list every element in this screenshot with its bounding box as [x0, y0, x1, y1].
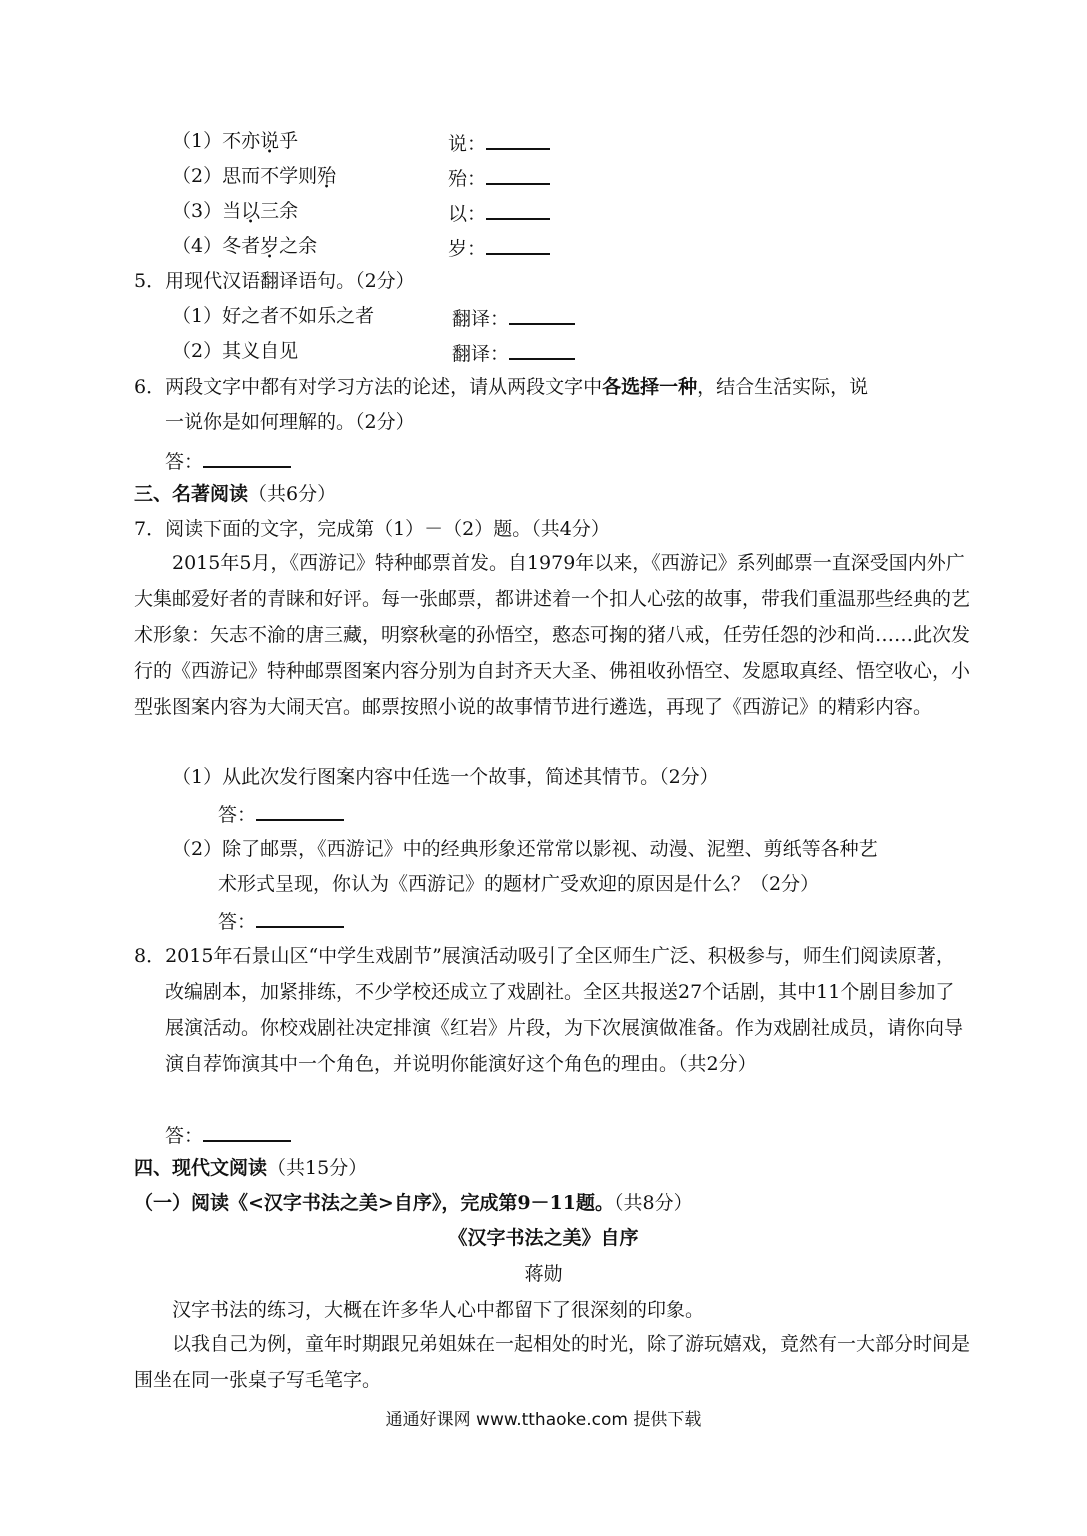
section4-heading: 四、现代文阅读（共15分）	[134, 1157, 368, 1179]
q6-answer[interactable]: 答：	[165, 446, 291, 475]
article-paragraph-1: 汉字书法的练习，大概在许多华人心中都留下了很深刻的印象。	[172, 1299, 705, 1321]
q8-text: 8．2015年石景山区“中学生戏剧节”展演活动吸引了全区师生广泛、积极参与，师生们阅读原著，改编剧本，加紧排练，不少学校还成立了戏剧社。全区共报送27个话剧，其中11个剧目参加了展演活动。你校戏剧社决定排演《红岩》片段，为下次展演做准备。作为戏剧社成员，请你向导演自荐饰演其中一个角色，并说明你能演好这个角色的理由。（共2分）	[134, 945, 964, 1075]
q7-passage: 2015年5月，《西游记》特种邮票首发。自1979年以来，《西游记》系列邮票一直深受国内外广大集邮爱好者的青睐和好评。每一张邮票，都讲述着一个扣人心弦的故事，带我们重温那些经典的艺术形象：矢志不渝的唐三藏，明察秋毫的孙悟空，憨态可掬的猪八戒，任劳任怨的沙和尚……此次发行的《西游记》特种邮票图案内容分别为自封齐天大圣、佛祖收孙悟空、发愿取真经、悟空收心，小型张图案内容为大闹天宫。邮票按照小说的故事情节进行遴选，再现了《西游记》的精彩内容。	[134, 552, 971, 718]
q5-stem: 5．用现代汉语翻译语句。（2分）	[134, 270, 415, 292]
q5-answer-1[interactable]: 翻译：	[452, 303, 575, 332]
q4-item-4: （4）冬者岁之余	[172, 235, 318, 257]
article-paragraph-2: 以我自己为例，童年时期跟兄弟姐妹在一起相处的时光，除了游玩嬉戏，竟然有一大部分时间是围坐在同一张桌子写毛笔字。	[134, 1333, 971, 1391]
q5-item-1: （1）好之者不如乐之者	[172, 305, 375, 327]
q4-answer-1[interactable]: 说：	[448, 128, 550, 157]
q4-item-3: （3）当以三余	[172, 200, 299, 222]
q7-sub1-answer[interactable]: 答：	[218, 799, 344, 828]
q6-stem: 6．两段文字中都有对学习方法的论述，请从两段文字中各选择一种，结合生活实际，说	[134, 376, 869, 398]
q4-answer-2[interactable]: 殆：	[448, 163, 550, 192]
part1-heading: （一）阅读《<汉字书法之美>自序》，完成第9－11题。（共8分）	[134, 1192, 693, 1214]
q6-stem-cont: 一说你是如何理解的。（2分）	[165, 411, 415, 433]
q8-answer[interactable]: 答：	[165, 1120, 291, 1149]
article-author: 蒋勋	[524, 1263, 563, 1285]
q5-answer-2[interactable]: 翻译：	[452, 338, 575, 367]
q4-answer-3[interactable]: 以：	[448, 198, 550, 227]
q4-item-1: （1）不亦说乎	[172, 130, 299, 152]
q4-item-2: （2）思而不学则殆	[172, 165, 337, 187]
q7-sub2: （2）除了邮票，《西游记》中的经典形象还常常以影视、动漫、泥塑、剪纸等各种艺	[172, 838, 878, 860]
article-title: 《汉字书法之美》自序	[448, 1227, 639, 1249]
footer: 通通好课网 www.tthaoke.com 提供下载	[385, 1410, 702, 1430]
q4-answer-4[interactable]: 岁：	[448, 233, 550, 262]
q7-sub1: （1）从此次发行图案内容中任选一个故事，简述其情节。（2分）	[172, 766, 719, 788]
q7-stem: 7．阅读下面的文字，完成第（1）－（2）题。（共4分）	[134, 518, 610, 540]
q7-sub2-cont: 术形式呈现，你认为《西游记》的题材广受欢迎的原因是什么？（2分）	[218, 873, 820, 895]
q7-sub2-answer[interactable]: 答：	[218, 906, 344, 935]
q5-item-2: （2）其义自见	[172, 340, 299, 362]
section3-heading: 三、名著阅读（共6分）	[134, 483, 337, 505]
